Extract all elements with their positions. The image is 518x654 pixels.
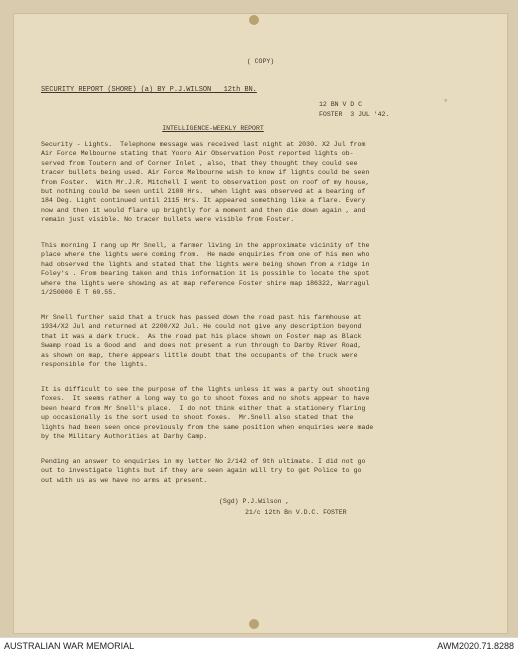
text-line: out to investigate lights but if they are seen again will try to get Police to go (41, 467, 362, 475)
paragraph-security-lights (41, 140, 495, 225)
text-line: place where the lights were coming from. He made enquiries from one of his men who (41, 251, 370, 259)
text-line: been heard from Mr Snell's place. I do not think either that a stationery flaring (41, 404, 366, 412)
paragraph-snell-enquiry (41, 241, 495, 297)
location-date-line: FOSTER 3 JUL '42. (319, 111, 390, 118)
archive-reference: AWM2020.71.8288 (437, 641, 514, 651)
text-line: remain just visible. No tracer bullets were visible from Foster. (41, 216, 295, 224)
punch-hole-bottom (249, 619, 259, 629)
text-line: out with us as we have no arms at present. (41, 476, 208, 484)
text-line: 1934/X2 Jul and returned at 2200/X2 Jul. He could not give any description beyond (41, 323, 362, 331)
report-title: INTELLIGENCE-WEEKLY REPORT (162, 125, 264, 132)
text-line: 1/250000 E T 60.55. (41, 289, 117, 297)
text-line: Foley's . From bearing taken and this information it is possible to locate the spot (41, 270, 370, 278)
text-line: responsible for the lights. (41, 361, 148, 369)
signature-title: 21/c 12th Bn V.D.C. FOSTER (245, 509, 347, 516)
paragraph-truck (41, 313, 495, 369)
archive-name: AUSTRALIAN WAR MEMORIAL (4, 641, 135, 651)
text-line: that it was a dark truck. As the road pat his place shown on Foster map as Black (41, 332, 362, 340)
text-line: 184 Deg. Light continued until 2115 Hrs. It appeared something like a flare. Every (41, 197, 366, 205)
text-line: had observed the lights and stated that the lights were being shown from a ridge in (41, 260, 370, 268)
archive-footer (0, 637, 518, 654)
text-line: but nothing could be seen until 2100 Hrs. when light was observed at a bearing of (41, 188, 366, 196)
paragraph-purpose (41, 385, 495, 441)
text-line: now and then it would flare up brightly for a moment and then die down again , and (41, 206, 366, 214)
text-line: Pending an answer to enquiries in my letter No 2/142 of 9th ultimate. I did not go (41, 458, 366, 465)
unit-line: 12 BN V D C (319, 101, 362, 108)
text-line: by the Military Authorities at Darby Camp. (41, 433, 208, 441)
text-line: This morning I rang up Mr Snell, a farmer living in the approximate vicinity of the (41, 242, 370, 249)
text-line: from Foster. With Mr.J.R. Mitchell I went to observation post on roof of my house, (41, 178, 370, 186)
signature-name: (Sgd) P.J.Wilson , (219, 498, 290, 505)
text-line: Mr Snell further said that a truck has passed down the road past his farmhouse at (41, 314, 362, 321)
text-line: It is difficult to see the purpose of the lights unless it was a party out shooting (41, 386, 370, 393)
text-line: as shown on map, there appears little doubt that the occupants of the truck were (41, 351, 358, 359)
ink-mark: ◦ (443, 96, 449, 106)
text-line: Air Force Melbourne stating that Yooro Air Observation Post reported lights ob- (41, 150, 354, 158)
text-line: up occasionally is the sort used to shoot foxes. Mr.Snell also stated that the (41, 414, 354, 422)
text-line: foxes. It seems rather a long way to go to shoot foxes and no shots appear to have (41, 395, 370, 403)
text-line: Security - Lights. Telephone message was received last night at 2030. X2 Jul from (41, 141, 366, 148)
document-sheet (13, 13, 508, 634)
punch-hole-top (249, 15, 259, 25)
copy-label: ( COPY) (246, 58, 275, 65)
text-line: tracer bullets being used. Air Force Melbourne wish to know if lights could be seen (41, 169, 370, 177)
text-line: where the lights were showing as at map reference Foster shire map 186322, Warragul (41, 279, 370, 287)
text-line: lights had been seen once previously from the same position when enquiries were made (41, 423, 374, 431)
text-line: served from Toutern and of Corner Inlet , also, that they thought they could see (41, 159, 358, 167)
paragraph-pending (41, 457, 495, 485)
text-line: Swamp road is a Good and and does not present a run through to Darby River Road, (41, 342, 362, 350)
report-header-line: SECURITY REPORT (SHORE) (a) BY P.J.WILSON 12th BN. (41, 86, 257, 94)
